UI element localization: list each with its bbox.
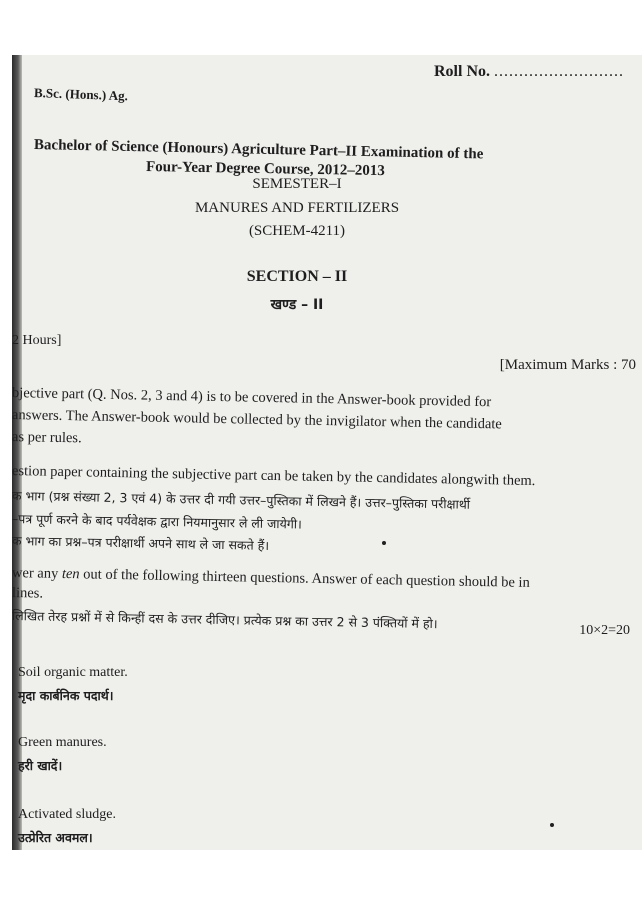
instruction-hi-3: क भाग का प्रश्न–पत्र परीक्षार्थी अपने साथ ले जा सकते हैं। xyxy=(12,533,270,553)
section-heading-hindi: खण्ड – II xyxy=(270,297,324,313)
question-instruction-en-2: lines. xyxy=(12,585,44,602)
maximum-marks: [Maximum Marks : 70 xyxy=(499,357,636,373)
semester: SEMESTER–I xyxy=(252,176,342,192)
instruction-en-4: estion paper containing the subjective part can be taken by the candidates alongwith them. xyxy=(12,463,536,490)
ink-speck xyxy=(382,541,386,545)
exam-title-line1: Bachelor of Science (Honours) Agriculture Part–II Examination of the xyxy=(33,137,484,163)
instruction-hi-1: क भाग (प्रश्न संख्या 2, 3 एवं 4) के उत्तर दी गयी उत्तर–पुस्तिका में लिखने हैं। उत्तर–पुस्तिका परीक्षार्थी xyxy=(12,488,471,512)
question-item-3-hindi: उत्प्रेरित अवमल। xyxy=(18,830,93,845)
roll-label: Roll No. xyxy=(434,63,490,80)
ink-speck xyxy=(550,823,554,827)
instruction-en-2: answers. The Answer-book would be collected by the invigilator when the candidate xyxy=(12,407,502,433)
question-score: 10×2=20 xyxy=(579,623,630,638)
question-item-3: Activated sludge. xyxy=(18,807,116,822)
paper-code: (SCHEM-4211) xyxy=(248,223,346,239)
question-text-c: out of the following thirteen questions. Answer of each question should be in xyxy=(79,566,530,591)
question-item-1: Soil organic matter. xyxy=(18,665,128,680)
instruction-en-1: bjective part (Q. Nos. 2, 3 and 4) is to be covered in the Answer-book provided for xyxy=(12,385,492,411)
instruction-hi-2: –पत्र पूर्ण करने के बाद पर्यवेक्षक द्वारा नियमानुसार ले ली जायेगी। xyxy=(12,511,302,532)
instruction-en-3: as per rules. xyxy=(12,429,82,447)
question-item-1-hindi: मृदा कार्बनिक पदार्थ। xyxy=(18,688,114,703)
time-allowed: 2 Hours] xyxy=(12,333,62,348)
roll-number-field xyxy=(434,63,624,81)
question-item-2: Green manures. xyxy=(18,735,107,750)
exam-paper xyxy=(12,55,642,850)
question-instruction-en-1 xyxy=(12,565,530,592)
roll-dots: .......................... xyxy=(494,63,624,80)
exam-title-line2: Four-Year Degree Course, 2012–2013 xyxy=(145,159,385,180)
course-code: B.Sc. (Hons.) Ag. xyxy=(33,85,129,104)
binding-edge xyxy=(12,55,22,850)
question-text-a: wer any xyxy=(12,565,63,582)
section-heading: SECTION – II xyxy=(246,268,348,285)
question-instruction-hi: लिखित तेरह प्रश्नों में से किन्हीं दस के उत्तर दीजिए। प्रत्येक प्रश्न का उत्तर 2 से 3 पंक्तियों में हो। xyxy=(12,608,438,632)
question-item-2-hindi: हरी खादें। xyxy=(18,758,63,773)
subject-title: MANURES AND FERTILIZERS xyxy=(194,200,400,216)
question-text-emphasis: ten xyxy=(61,565,80,583)
